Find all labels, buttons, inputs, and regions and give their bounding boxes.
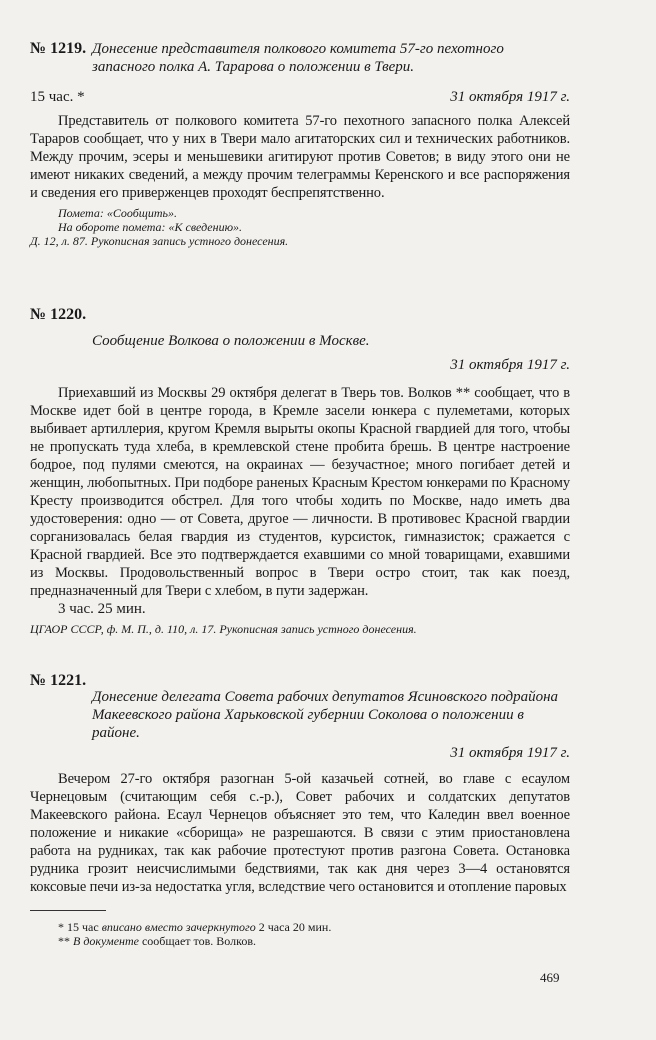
doc-date: 31 октября 1917 г. (450, 745, 570, 761)
doc-body: Представитель от полкового комитета 57-го пехотного запасного полка Алексей Тараров сообщает, что у них в Твери мало агитаторских сил и технических работников. Между прочим, эсеры и меньшевики агитируют против Советов; в виду этого они не имеют никаких сведений, а между прочим телеграммы Керенского и все распоряжения и сведения его приверженцев проходят беспрепятственно. (30, 113, 570, 201)
doc-note: Помета: «Сообщить». (58, 206, 177, 220)
doc-title: Донесение представителя полкового комитета 57-го пехотного запасного полка А. Тарарова о положении в Твери. (92, 41, 504, 75)
document-1221 (30, 672, 570, 896)
footnote-2: ** В документе сообщает тов. Волков. (58, 934, 257, 948)
doc-body: Приехавший из Москвы 29 октября делегат в Тверь тов. Волков ** сообщает, что в Москве идет бой в центре города, в Кремле засели юнкера с пулеметами, которых выбивает артиллерия, кругом Кремля вырыты окопы Красной гвардией для того, чтобы не пропускать туда хлеба, в кремлевской стене пробита брешь. В центре настроение бодрое, под пулями смеются, на окраинах — безучастное; много погибает детей и женщин, любопытных. При подборе раненых Красным Крестом юнкерами по Красному Кресту производится обстрел. Для того чтобы ходить по Москве, надо иметь два удостоверения: одно — от Совета, другое — личности. В противовес Красной гвардии сорганизовалась белая гвардия из студентов, курсисток, гимназисток; сражается с Красной гвардией. Все это подтверждается ехавшими со мной товарищами, ехавшими из Москвы. Продовольственный вопрос в Твери остро стоит, так как поезд, предназначенный для Твери с хлебом, в пути задержан. (30, 385, 570, 599)
doc-title: Сообщение Волкова о положении в Москве. (92, 333, 370, 349)
doc-title: Донесение делегата Совета рабочих депутатов Ясиновского подрайона Макеевского района Харьковской губернии Соколова о положении в районе. (92, 689, 559, 741)
document-1220 (30, 306, 570, 636)
doc-time: 3 час. 25 мин. (58, 601, 146, 617)
doc-source: ЦГАОР СССР, ф. М. П., д. 110, л. 17. Рукописная запись устного донесения. (30, 622, 417, 636)
doc-number: № 1221. (30, 672, 87, 689)
doc-number: № 1219. (30, 40, 87, 57)
footnote-1: * 15 час вписано вместо зачеркнутого 2 часа 20 мин. (58, 920, 332, 934)
doc-date: 31 октября 1917 г. (450, 89, 570, 105)
footnote-divider (30, 910, 106, 911)
document-1219 (30, 40, 570, 248)
doc-date: 31 октября 1917 г. (450, 357, 570, 373)
doc-time: 15 час. * (30, 89, 85, 105)
footnotes (58, 920, 558, 948)
doc-body: Вечером 27-го октября разогнан 5-ой казачьей сотней, во главе с есаулом Чернецовым (считающим себя с.-р.), Совет рабочих и солдатских депутатов Макеевского района. Есаул Чернецов объясняет это тем, что Каледин ввел военное положение и никакие «сборища» не разрешаются. В связи с этим приостановлена работа на рудниках, так как рабочие протестуют против разгона Совета. Остановка рудника грозит неисчислимыми бедствиями, так как дня через 3—4 остановятся коксовые печи из-за недостатка угля, вследствие чего остановится и отопление паровых (30, 771, 570, 895)
doc-source: Д. 12, л. 87. Рукописная запись устного донесения. (30, 234, 289, 248)
doc-note: На обороте помета: «К сведению». (58, 220, 243, 234)
page-number: 469 (540, 970, 560, 985)
doc-number: № 1220. (30, 306, 87, 323)
